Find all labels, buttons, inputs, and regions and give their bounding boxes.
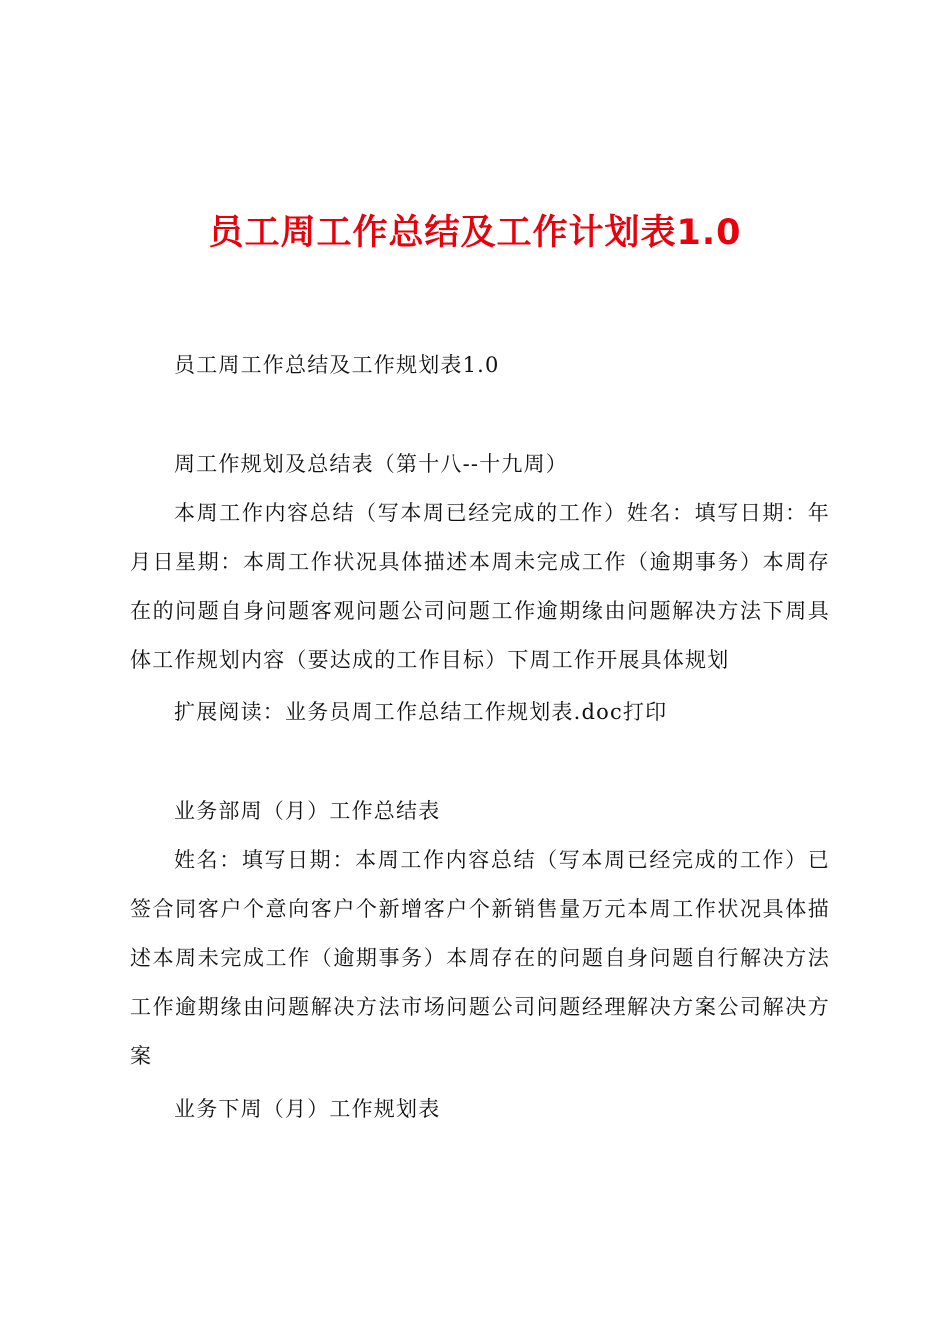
- paragraph-next-week-plan-heading: 业务下周（月）工作规划表: [174, 1097, 441, 1121]
- paragraph-subtitle: 员工周工作总结及工作规划表1.0: [174, 353, 500, 377]
- paragraph-weekly-summary: 本周工作内容总结（写本周已经完成的工作）姓名：填写日期：年月日星期：本周工作状况具体描述本周未完成工作（逾期事务）本周存在的问题自身问题客观问题公司问题工作逾期缘由问题解决方法下周具体工作规划内容（要达成的工作目标）下周工作开展具体规划: [130, 501, 830, 672]
- paragraph-extended-reading: 扩展阅读：业务员周工作总结工作规划表.doc打印: [174, 700, 668, 724]
- paragraph-sales-summary: 姓名：填写日期：本周工作内容总结（写本周已经完成的工作）已签合同客户个意向客户个新增客户个新销售量万元本周工作状况具体描述本周未完成工作（逾期事务）本周存在的问题自身问题自行解决方法工作逾期缘由问题解决方法市场问题公司问题经理解决方案公司解决方案: [130, 848, 830, 1068]
- paragraph-sales-summary-heading: 业务部周（月）工作总结表: [174, 799, 441, 823]
- paragraph-weekly-table-heading: 周工作规划及总结表（第十八--十九周）: [174, 452, 568, 476]
- document-title: 员工周工作总结及工作计划表1.0: [208, 213, 742, 253]
